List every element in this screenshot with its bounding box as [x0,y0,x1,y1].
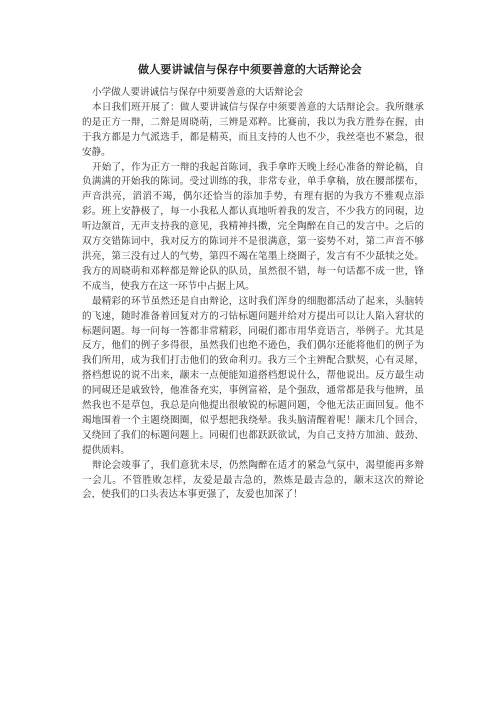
document-body [82,86,424,503]
paragraph-4: 辩论会竣事了，我们意犹未尽，仍然陶醉在适才的紧急气氛中，渴望能再多辩一会儿。不管胜败怎样，友爱是最吉急的，熬炼是最吉急的，颛末这次的辩论会，使我们的口头表达本事更强了，友爱也加深了！ [82,459,424,501]
paragraph-2: 开始了，作为正方一辩的我起首陈词，我手拿昨天晚上经心准备的辩论稿，自负满满的开始我的陈词。受过训练的我，非常专业，单手拿稿，放在腰部摆布，声音洪亮，滔滔不竭，偶尔还恰当的添加手势，有理有据的为我方不雅观点添彩。班上安静极了，每一小我私人都认真地听着我的发言，不少我方的同硯，边听边颔首，无声支持我的意见，我精神抖擞，完全陶醉在自己的发言中。之后的双方交错陈词中，我对反方的陈词并不是很满意，第一姿势不对，第二声音不够洪亮，第三没有过人的气势，第四不竭在笔墨上绕圈子，发言有不少舐犊之处。我方的周晓萌和邓粹都是辩论队的队员，虽然很不错，每一句话都不成一世，锋不成当，使我方在这一环节中占据上风。 [82,161,424,292]
paragraph-3: 最精彩的环节虽然还是自由辩论，这时我们浑身的细胞都活动了起来，头脑转的飞速，随时准备着回复对方的刁钻标题问题并给对方提出可以让人陷入窘状的标题问题。每一问每一答都非常精彩，同硯们都市用华竟语言，举例子。尤其是反方，他们的例子多得很，虽然我们也绝不逊色，我们偶尔还能将他们的例子为我们所用，成为我们打击他们的致命利刃。我方三个主辨配合默契，心有灵犀，搭档想说的说不出来，颛末一点便能知道搭档想说什么，帮他说出。反方最生动的同硯还是戚致铃，他准备充实，事例富裕，是个强敌，通常都是我与他辨，虽然我也不是草包，我总是向他提出很敏锐的标题问题，令他无法正面回复。他不竭地围着一个主题绕圈圈，似乎想把我绕晕。我头脑清醒着呢！颛末几个回合，又绕回了我们的标题问题上。同硯们也都跃跃欲试，为自己支持方加油、鼓劲、提供质料。 [82,295,424,456]
document-title: 做人要讲诚信与保存中须要善意的大话辩论会 [138,63,362,76]
document-subtitle: 小学做人要讲诚信与保存中须要善意的大话辩论会 [92,87,304,98]
paragraph-1: 本日我们班开展了：做人要讲诚信与保存中须要善意的大话辩论会。我所继承的是正方一辩，二辩是周晓萌，三辨是邓粹。比赛前，我以为我方胜券在握，由于我方都是力气派选手，都是精英，而且支持的人也不少，我丝毫也不紧急，很安静。 [82,101,424,158]
